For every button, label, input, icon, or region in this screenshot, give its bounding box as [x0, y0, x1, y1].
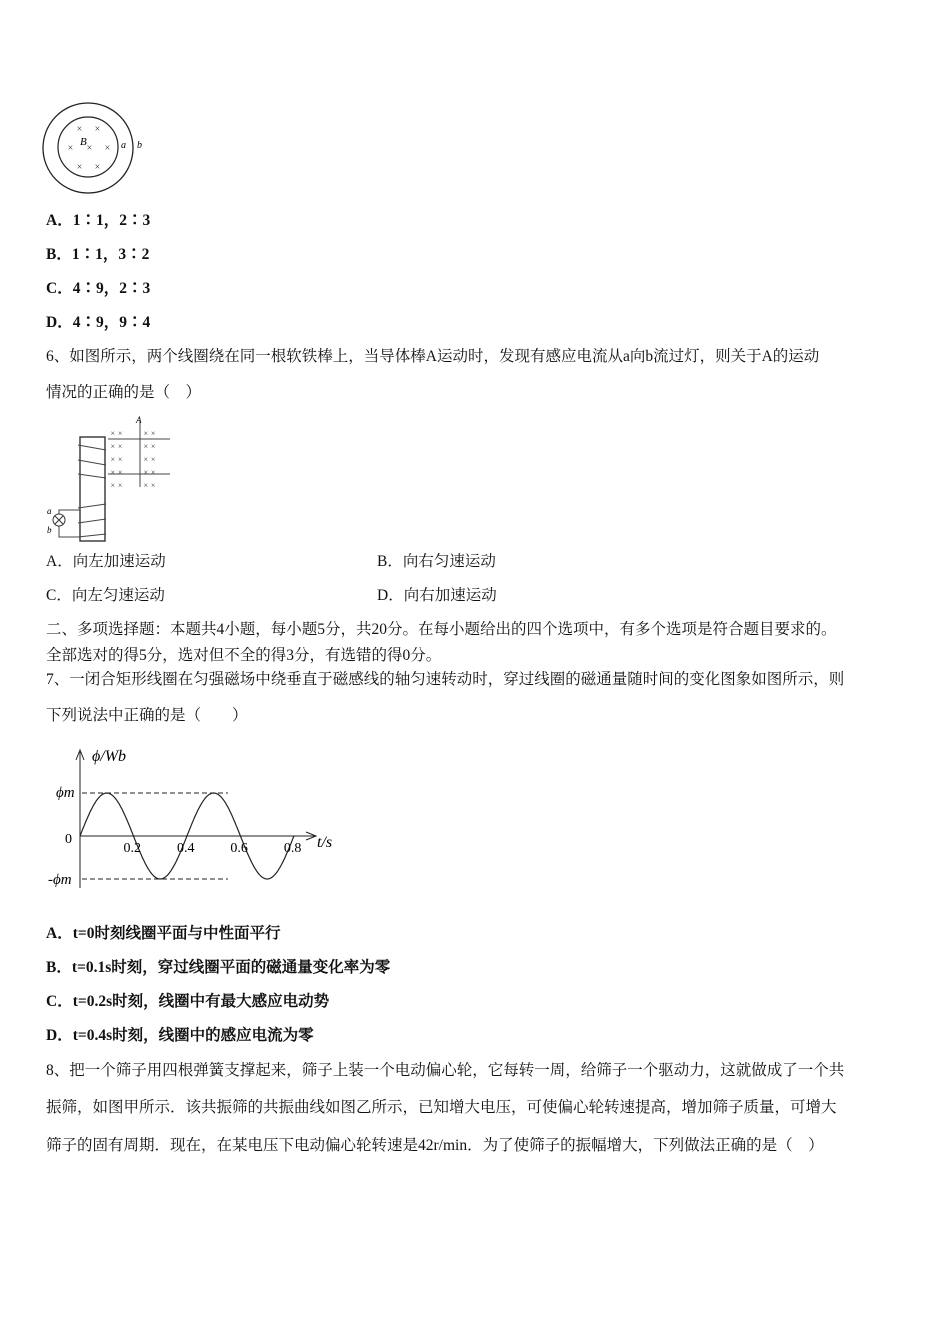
q6-option-c: C．向左匀速运动	[46, 587, 165, 604]
q5-option-a: A．1∶1，2∶3	[46, 212, 151, 229]
label-B: B	[80, 136, 87, 148]
svg-text:× ×: × ×	[110, 481, 123, 490]
q5-option-c: C．4∶9，2∶3	[46, 280, 151, 297]
y-tick-max: ϕm	[56, 785, 75, 801]
label-b: b	[137, 140, 142, 151]
label-A: A	[136, 415, 142, 425]
svg-text:× ×: × ×	[110, 442, 123, 451]
q6-option-a: A．向左加速运动	[46, 553, 166, 570]
x-axis-label: t/s	[317, 834, 333, 851]
q6-stem-line1: 6、如图所示，两个线圈绕在同一根软铁棒上，当导体棒A运动时，发现有感应电流从a向b流过灯，则关于A的运动	[46, 348, 820, 365]
x-tick-label: 0.4	[176, 841, 195, 856]
svg-text:×: ×	[76, 162, 83, 173]
svg-text:× ×: × ×	[143, 429, 156, 438]
q7-option-d: D．t=0.4s时刻，线圈中的感应电流为零	[46, 1027, 314, 1044]
x-tick-label: 0.8	[283, 841, 302, 856]
q6-stem-line2: 情况的正确的是（ ）	[46, 384, 202, 401]
svg-text:×: ×	[104, 143, 111, 154]
concentric-coils-figure	[40, 100, 160, 200]
q8-line1: 8、把一个筛子用四根弹簧支撑起来，筛子上装一个电动偏心轮，它每转一周，给筛子一个驱动力，这就做成了一个共	[46, 1062, 845, 1079]
section2-line2: 全部选对的得5分，选对但不全的得3分，有选错的得0分。	[46, 647, 442, 664]
section2-line1: 二、多项选择题：本题共4小题，每小题5分，共20分。在每小题给出的四个选项中，有多个选项是符合题目要求的。	[46, 621, 837, 638]
svg-text:× ×: × ×	[110, 429, 123, 438]
label-a: a	[47, 506, 52, 516]
label-b: b	[47, 525, 52, 535]
q7-option-b: B．t=0.1s时刻，穿过线圈平面的磁通量变化率为零	[46, 959, 391, 976]
svg-text:×: ×	[86, 143, 93, 154]
y-axis-label: ϕ/Wb	[92, 748, 127, 765]
q7-option-c: C．t=0.2s时刻，线圈中有最大感应电动势	[46, 993, 330, 1010]
q8-line3: 筛子的固有周期．现在，在某电压下电动偏心轮转速是42r/min．为了使筛子的振幅增大，下列做法正确的是（ ）	[46, 1137, 824, 1154]
q7-stem-line1: 7、一闭合矩形线圈在匀强磁场中绕垂直于磁感线的轴匀速转动时，穿过线圈的磁通量随时间的变化图象如图所示，则	[46, 671, 845, 688]
q7-option-a: A．t=0时刻线圈平面与中性面平行	[46, 925, 281, 942]
svg-text:× ×: × ×	[110, 455, 123, 464]
svg-text:×: ×	[76, 124, 83, 135]
svg-text:× ×: × ×	[110, 468, 123, 477]
q5-option-d: D．4∶9，9∶4	[46, 314, 151, 331]
q8-line2: 振筛，如图甲所示．该共振筛的共振曲线如图乙所示，已知增大电压，可使偏心轮转速提高，增加筛子质量，可增大	[46, 1099, 837, 1116]
x-tick-label: 0.2	[123, 841, 141, 856]
flux-time-chart	[40, 740, 360, 890]
q6-option-d: D．向右加速运动	[377, 587, 497, 604]
svg-text:×: ×	[94, 162, 101, 173]
q5-option-b: B．1∶1，3∶2	[46, 246, 150, 263]
svg-text:× ×: × ×	[143, 455, 156, 464]
q7-stem-line2: 下列说法中正确的是（ ）	[46, 707, 248, 724]
svg-text:×: ×	[94, 124, 101, 135]
origin-label: 0	[65, 832, 72, 847]
svg-text:× ×: × ×	[143, 481, 156, 490]
svg-text:× ×: × ×	[143, 442, 156, 451]
x-tick-label: 0.6	[230, 841, 248, 856]
y-tick-min: -ϕm	[48, 872, 72, 888]
coil-iron-rod-figure	[40, 412, 170, 542]
svg-text:× ×: × ×	[143, 468, 156, 477]
label-a: a	[121, 140, 126, 151]
svg-text:×: ×	[67, 143, 74, 154]
q6-option-b: B．向右匀速运动	[377, 553, 496, 570]
